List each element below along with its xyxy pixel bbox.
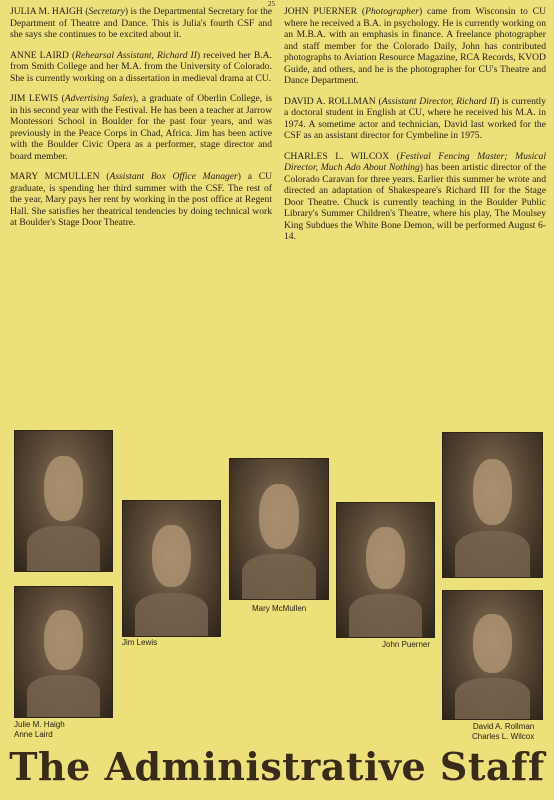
photo-mary-mcmullen [229,458,329,600]
photo-charles-wilcox [442,590,543,720]
photo-david-rollman [442,432,543,578]
photo-anne-laird [14,586,113,718]
bios-right-column [284,6,546,252]
caption-jim-lewis: Jim Lewis [122,638,158,647]
caption-left-pair [14,720,65,740]
caption-right-pair [472,722,534,742]
bio-julia-haigh: JULIA M. HAIGH (Secretary) is the Departmental Secretary for the Department of Theatre and Dance. This is Julia's fourth CSF and she says she continues to be excited about it. [10,6,273,40]
caption-charles-wilcox: Charles L. Wilcox [472,732,535,741]
bio-jim-lewis: JIM LEWIS (Advertising Sales), a graduate of Oberlin College, is in his second year with the Festival. He has been a teacher at Jarrow Montessori School in Boulder for the past four years, and was previously in the Peace Corps in Chad, Africa. Jim has been active with the Boulder Civic Opera as a performer, stage director and board member. [10,93,272,162]
bio-david-rollman: DAVID A. ROLLMAN (Assistant Director, Richard II) is currently a doctoral student in English at CU, where he received his M.A. in 1974. A sometime actor and technician, David last worked for the CSF as an assistant director for Cymbeline in 1975. [284,95,547,141]
photo-john-puerner [336,502,435,638]
page-number: 25 [268,0,275,8]
photo-julia-haigh [14,430,113,572]
caption-mary-mcmullen: Mary McMullen [252,604,307,613]
caption-julia-haigh: Julie M. Haigh [14,720,65,729]
bios-left-column [10,6,272,238]
caption-anne-laird: Anne Laird [14,730,53,739]
photo-jim-lewis [122,500,221,637]
bio-john-puerner: JOHN PUERNER (Photographer) came from Wisconsin to CU where he received a B.A. in psychology. He is currently working on an M.B.A. with an emphasis in finance. A freelance photographer and staff member for the Colorado Daily, John has contributed photographs to Aviation Resource Magazine, RCA Records, KVOD Guide, and others, and he is the photographer for CU's Theatre and Dance Department. [284,6,547,86]
bio-mary-mcmullen: MARY MCMULLEN (Assistant Box Office Manager) a CU graduate, is spending her third summer with the CSF. The rest of the year, Mary pays her rent by working in the post office at Regent Hall. She satisfies her theatrical tendencies by doing technical work at Boulder's Stage Door Theatre. [10,171,273,228]
page-title: The Administrative Staff [9,744,545,789]
caption-john-puerner: John Puerner [382,640,431,649]
bio-charles-wilcox: CHARLES L. WILCOX (Festival Fencing Master; Musical Director, Much Ado About Nothing) has been artistic director of the Colorado Caravan for three years. Earlier this summer he wrote and directed an adaptation of Shakespeare's Richard III for the Stage Door Theatre. Chuck is currently teaching in the Boulder Public Library's Summer Children's Theatre, where his play, The Moulsey King Subdues the White Bone Demon, will be performed August 6-14. [284,150,547,242]
bio-anne-laird: ANNE LAIRD (Rehearsal Assistant, Richard II) received her B.A. from Smith College and her M.A. from the University of Colorado. She is currently working on a dissertation in medieval drama at CU. [10,49,272,84]
caption-david-rollman: David A. Rollman [472,722,535,731]
